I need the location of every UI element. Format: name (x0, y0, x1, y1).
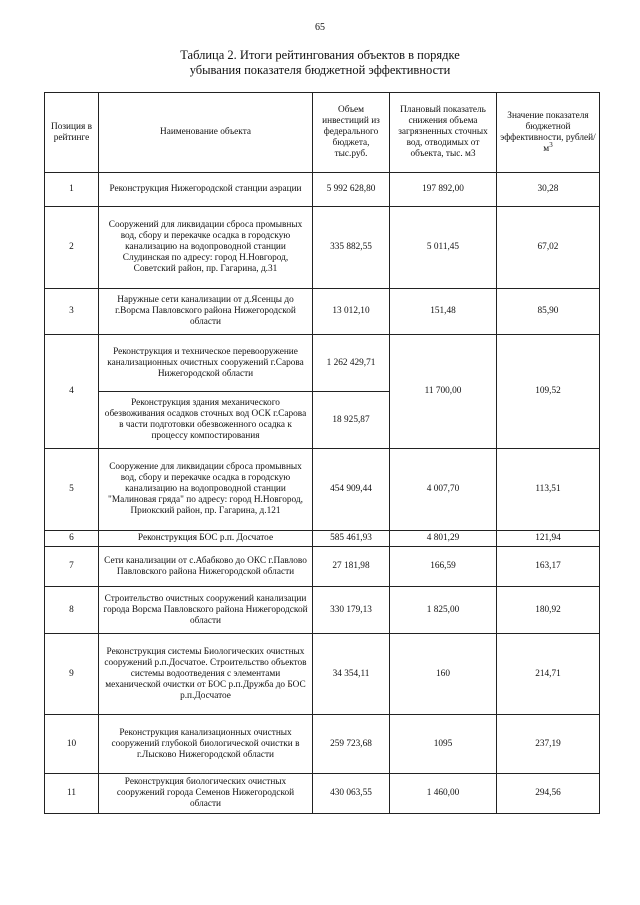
page-number: 65 (315, 22, 325, 33)
cell-investment: 27 181,98 (313, 547, 390, 587)
cell-efficiency: 180,92 (497, 587, 600, 634)
cell-name: Сооружение для ликвидации сброса промывных вод, сбору и перекачке осадка в городскую канализацию на водопроводной станции "Малиновая гряда" по адресу: город Н.Новгород, Приокский район, пр. Гагарина, д.121 (99, 449, 313, 531)
cell-reduction: 11 700,00 (390, 335, 497, 449)
cell-reduction: 151,48 (390, 289, 497, 335)
cell-investment: 18 925,87 (313, 392, 390, 449)
cell-efficiency: 67,02 (497, 207, 600, 289)
cell-reduction: 160 (390, 634, 497, 715)
cell-reduction: 166,59 (390, 547, 497, 587)
table-row (45, 207, 600, 289)
header-efficiency-superscript: 3 (549, 140, 553, 149)
rating-table (44, 92, 600, 814)
cell-investment: 259 723,68 (313, 715, 390, 774)
cell-position: 11 (45, 774, 99, 814)
cell-efficiency: 163,17 (497, 547, 600, 587)
cell-investment: 335 882,55 (313, 207, 390, 289)
cell-name: Сети канализации от с.Абабково до ОКС г.Павлово Павловского района Нижегородской области (99, 547, 313, 587)
cell-efficiency: 294,56 (497, 774, 600, 814)
cell-name: Реконструкция Нижегородской станции аэрации (99, 173, 313, 207)
cell-position: 6 (45, 531, 99, 547)
cell-investment: 34 354,11 (313, 634, 390, 715)
cell-investment: 330 179,13 (313, 587, 390, 634)
header-name: Наименование объекта (99, 93, 313, 173)
table-row (45, 335, 600, 392)
cell-efficiency: 214,71 (497, 634, 600, 715)
cell-name: Наружные сети канализации от д.Ясенцы до г.Ворсма Павловского района Нижегородской области (99, 289, 313, 335)
header-investment: Объем инвестиций из федерального бюджета, тыс.руб. (313, 93, 390, 173)
cell-name: Реконструкция канализационных очистных сооружений глубокой биологической очистки в г.Лысково Нижегородской области (99, 715, 313, 774)
table-title-line-1: Таблица 2. Итоги рейтингования объектов в порядке (180, 48, 460, 62)
cell-position: 2 (45, 207, 99, 289)
cell-reduction: 1095 (390, 715, 497, 774)
cell-position: 7 (45, 547, 99, 587)
cell-efficiency: 109,52 (497, 335, 600, 449)
cell-name: Реконструкция здания механического обезвоживания осадков сточных вод ОСК г.Сарова в части подготовки обезвоженного осадка к процессу компостирования (99, 392, 313, 449)
cell-investment: 585 461,93 (313, 531, 390, 547)
table-row (45, 547, 600, 587)
cell-name: Реконструкция БОС р.п. Досчатое (99, 531, 313, 547)
cell-reduction: 197 892,00 (390, 173, 497, 207)
cell-reduction: 5 011,45 (390, 207, 497, 289)
cell-reduction: 4 007,70 (390, 449, 497, 531)
table-row (45, 173, 600, 207)
cell-position: 8 (45, 587, 99, 634)
table-header-row (45, 93, 600, 173)
cell-name: Реконструкция и техническое перевооружение канализационных очистных сооружений г.Сарова Нижегородской области (99, 335, 313, 392)
table-row (45, 449, 600, 531)
cell-name: Реконструкция биологических очистных сооружений города Семенов Нижегородской области (99, 774, 313, 814)
cell-efficiency: 30,28 (497, 173, 600, 207)
cell-efficiency: 121,94 (497, 531, 600, 547)
cell-position: 9 (45, 634, 99, 715)
cell-investment: 454 909,44 (313, 449, 390, 531)
cell-investment: 1 262 429,71 (313, 335, 390, 392)
header-efficiency (497, 93, 600, 173)
cell-reduction: 4 801,29 (390, 531, 497, 547)
cell-name: Сооружений для ликвидации сброса промывных вод, сбору и перекачке осадка в городскую канализацию на водопроводной станции Слудинская по адресу: город Н.Новгород, Советский район, пр. Гагарина, д.31 (99, 207, 313, 289)
table-row (45, 774, 600, 814)
cell-position: 4 (45, 335, 99, 449)
cell-position: 1 (45, 173, 99, 207)
cell-position: 3 (45, 289, 99, 335)
table-title (0, 48, 640, 78)
cell-investment: 430 063,55 (313, 774, 390, 814)
header-efficiency-text: Значение показателя бюджетной эффективности, рублей/м (500, 110, 596, 154)
table-row (45, 289, 600, 335)
table-row (45, 715, 600, 774)
cell-efficiency: 85,90 (497, 289, 600, 335)
cell-efficiency: 113,51 (497, 449, 600, 531)
header-reduction: Плановый показатель снижения объема загрязненных сточных вод, отводимых от объекта, тыс. м3 (390, 93, 497, 173)
cell-efficiency: 237,19 (497, 715, 600, 774)
cell-investment: 5 992 628,80 (313, 173, 390, 207)
table-row (45, 634, 600, 715)
cell-name: Реконструкция системы Биологических очистных сооружений р.п.Досчатое. Строительство объектов системы водоотведения с элементами механической очистки от БОС р.п.Дружба до БОС р.п.Досчатое (99, 634, 313, 715)
cell-investment: 13 012,10 (313, 289, 390, 335)
table-row (45, 531, 600, 547)
header-position: Позиция в рейтинге (45, 93, 99, 173)
table-title-line-2: убывания показателя бюджетной эффективности (189, 63, 451, 77)
cell-reduction: 1 825,00 (390, 587, 497, 634)
cell-name: Строительство очистных сооружений канализации города Ворсма Павловского района Нижегородской области (99, 587, 313, 634)
table-row (45, 587, 600, 634)
cell-position: 10 (45, 715, 99, 774)
cell-reduction: 1 460,00 (390, 774, 497, 814)
cell-position: 5 (45, 449, 99, 531)
